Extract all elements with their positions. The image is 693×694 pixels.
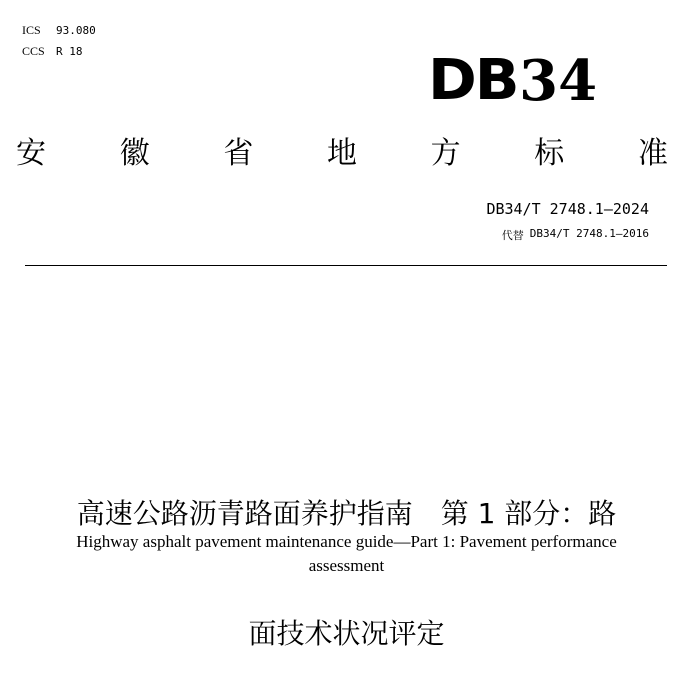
standard-number: DB34/T 2748.1—2024 [486, 200, 649, 218]
db34-logo [428, 48, 610, 114]
standard-type-char: 地 [326, 136, 357, 171]
logo-digits: 34 [519, 48, 598, 114]
standard-type-char: 安 [16, 136, 46, 171]
standard-type-char: 徽 [119, 136, 150, 171]
standard-type-char: 省 [223, 136, 254, 171]
replaces-value: DB34/T 2748.1—2016 [529, 227, 649, 240]
replaces-line [502, 227, 649, 243]
standard-type-char: 准 [637, 136, 668, 171]
ics-label: ICS [22, 23, 41, 37]
standard-type-char: 方 [430, 136, 461, 171]
ics-row [22, 20, 96, 41]
ccs-row [22, 41, 96, 62]
header-divider [25, 265, 667, 266]
ics-value: 93.080 [56, 24, 96, 37]
title-chinese-line-1: 高速公路沥青路面养护指南 第 1 部分：路 [76, 497, 617, 530]
classification-codes [22, 20, 96, 62]
title-english [30, 530, 663, 578]
title-chinese-line-2: 面技术状况评定 [248, 617, 445, 650]
title-english-line-2: assessment [308, 556, 385, 575]
standard-type-heading [16, 134, 668, 174]
replaces-label: 代替 [501, 229, 524, 242]
standard-type-char: 标 [534, 136, 565, 171]
ccs-label: CCS [22, 44, 45, 58]
logo-letters: DB [428, 48, 518, 113]
title-english-line-1: Highway asphalt pavement maintenance guide—Part 1: Pavement performance [76, 532, 617, 551]
ccs-value: R 18 [56, 45, 83, 58]
